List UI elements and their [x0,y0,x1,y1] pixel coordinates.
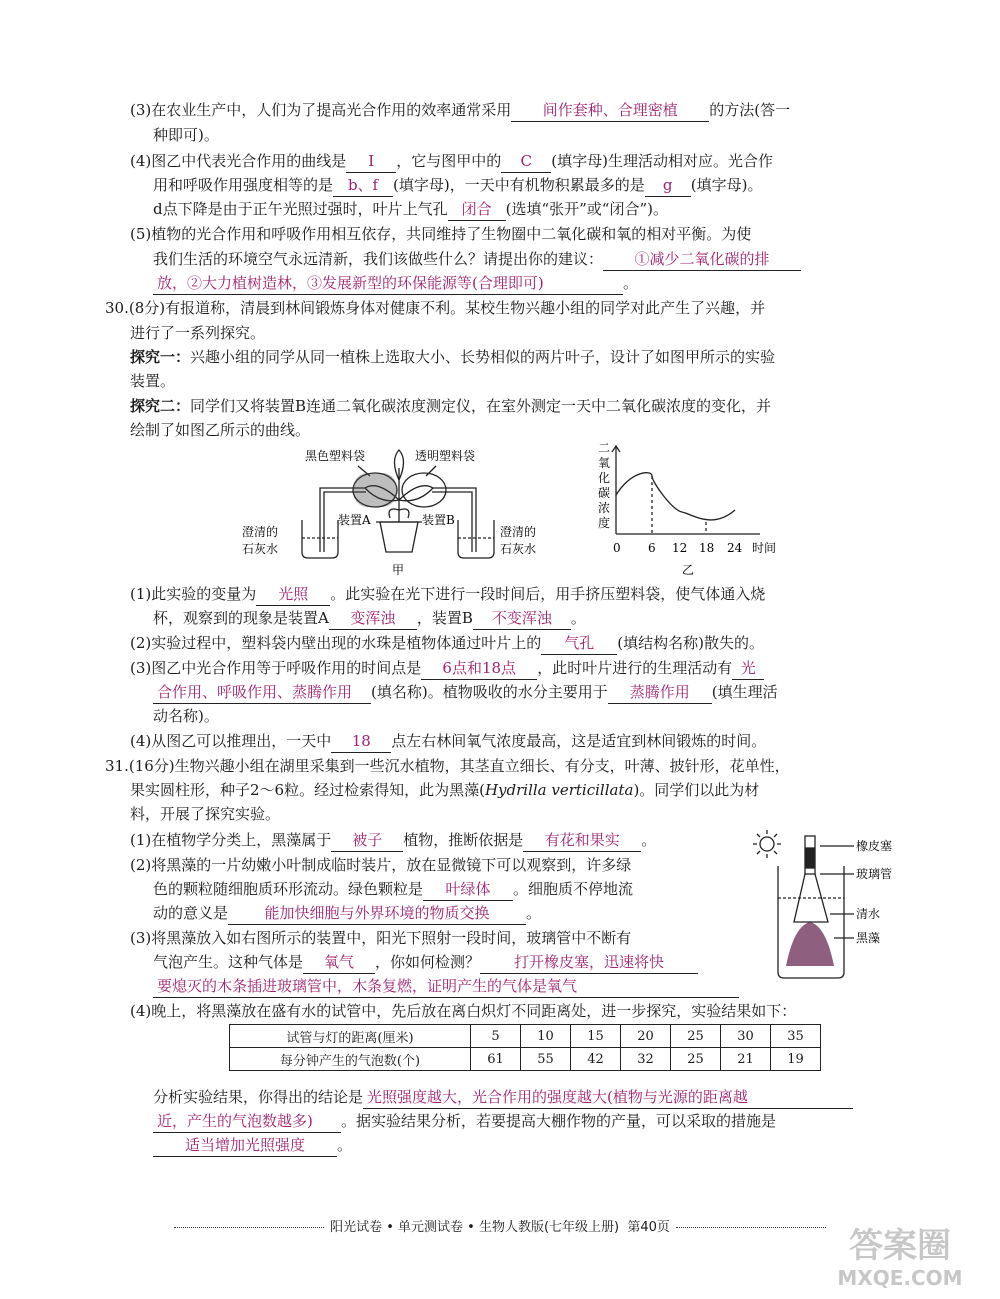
q30-1-line2: 杯，观察到的现象是装置A 变浑浊 ，装置B 不变浑浊 。 [153,607,586,630]
q30-explore1: 探究一：兴趣小组的同学从同一植株上选取大小、长势相似的两片叶子，设计了如图甲所示的实验 [130,348,776,366]
label-lime-right-1: 澄清的 [500,525,537,539]
answer: 蒸腾作用 [608,681,712,704]
q31-intro-line2: 果实圆柱形，种子2～6粒。经过检索得知，此为黑藻(Hydrilla verticillata)。同学们以此为材 [130,781,760,799]
q31-conclusion-line3: 适当增加光照强度 。 [153,1134,352,1157]
q30-explore2: 探究二：同学们又将装置B连通二氧化碳浓度测定仪，在室外测定一天中二氧化碳浓度的变化，并 [130,397,772,415]
label-lime-right-2: 石灰水 [500,542,537,556]
q30-2: (2)实验过程中，塑料袋内壁出现的水珠是植物体通过叶片上的 气孔 (填结构名称)散失的。 [130,632,764,655]
tick-24: 24 [727,541,743,555]
page-footer [105,1216,895,1235]
axis-y-label [598,441,610,530]
answer: 间作套种、合理密植 [511,99,709,122]
footer-title: 阳光试卷 • 单元测试卷 • 生物人教版(七年级上册) [330,1220,620,1235]
label-lime-left-1: 澄清的 [242,525,279,539]
answer: 不变浑浊 [473,607,571,630]
answer: g [645,174,691,197]
q31-4: (4)晚上，将黑藻放在盛有水的试管中，先后放在离白炽灯不同距离处，进一步探究，实验结果如下： [130,1002,797,1020]
label-device-b: 装置B [422,513,455,527]
sun-icon [753,830,781,858]
answer: 打开橡皮塞，迅速将快 [480,951,698,974]
answer: Ⅰ [346,150,396,173]
q30-1-line1: (1)此实验的变量为 光照 。此实验在光下进行一段时间后，用手挤压塑料袋，使气体通入烧 [130,583,765,606]
answer: 要熄灭的木条插进玻璃管中，木条复燃，证明产生的气体是氧气 [153,975,739,998]
q29-3-line1: (3)在农业生产中，人们为了提高光合作用的效率通常采用 间作套种、合理密植 的方法(答一 [130,99,790,122]
answer: 被子 [331,829,403,852]
answer: 近，产生的气泡数越多) [153,1110,341,1133]
q31-2-line3: 动的意义是 能加快细胞与外界环境的物质交换 。 [153,902,541,925]
answer: 能加快细胞与外界环境的物质交换 [228,902,526,925]
table-row: 每分钟产生的气泡数(个) 61 55 42 32 25 21 19 [230,1048,821,1071]
svg-text:氧: 氧 [598,456,611,470]
answer: 放，②大力植树造林，③发展新型的环保能源等(合理即可) [153,272,623,295]
q30-explore1-line2: 装置。 [130,372,176,390]
answer: 6点和18点 [421,657,537,680]
label-tube: 玻璃管 [856,867,893,881]
answer: b、f [333,174,393,197]
svg-text:度: 度 [598,516,611,530]
q29-4-line3: d点下降是由于正午光照过强时，叶片上气孔 闭合 (选填“张开”或“闭合”)。 [153,198,668,221]
answer: 合作用、呼吸作用、蒸腾作用 [153,681,371,704]
label-clear-bag: 透明塑料袋 [415,449,476,463]
q31-3-line1: (3)将黑藻放入如右图所示的装置中，阳光下照射一段时间，玻璃管中不断有 [130,929,632,947]
label-plant: 黑藻 [856,931,881,945]
answer: ①减少二氧化碳的排 [603,248,801,271]
label-water: 清水 [856,907,881,921]
q31-conclusion-line2: 近，产生的气泡数越多) 。据实验结果分析，若要提高大棚作物的产量，可以采取的措施是 [153,1110,776,1133]
q31-2-line2: 色的颗粒随细胞质环形流动。绿色颗粒是 叶绿体 。细胞质不停地流 [153,878,633,901]
q29-4-line2: 用和呼吸作用强度相等的是 b、f (填字母)，一天中有机物积累最多的是 g (填字母)。 [153,174,762,197]
q29-5-line3: 放，②大力植树造林，③发展新型的环保能源等(合理即可) 。 [153,272,638,295]
answer: 变浑浊 [329,607,417,630]
q31-3-line3 [153,975,739,998]
caption-yi: 乙 [682,563,695,577]
x-unit: 时间 [752,541,777,555]
q30-3-line2: 合作用、呼吸作用、蒸腾作用 (填名称)。植物吸收的水分主要用于 蒸腾作用 (填生理活 [153,681,778,704]
q30-4: (4)从图乙可以推理出，一天中 18 点左右林间氧气浓度最高，这是适宜到林间锻炼的时间。 [130,730,766,753]
answer: 适当增加光照强度 [153,1134,337,1157]
q29-4-line1: (4)图乙中代表光合作用的曲线是 Ⅰ ，它与图甲中的 C (填字母)生理活动相对应。光合作 [130,150,773,173]
answer: 气孔 [541,632,617,655]
label-black-bag: 黑色塑料袋 [305,449,366,463]
label-stopper: 橡皮塞 [856,839,893,853]
answer: 18 [331,730,391,753]
results-table [229,1024,821,1071]
answer: 光照 [256,583,330,606]
q31-conclusion-line1: 分析实验结果，你得出的结论是 光照强度越大，光合作用的强度越大(植物与光源的距离越 [153,1086,853,1109]
caption-jia: 甲 [392,563,405,577]
q30-3-line1: (3)图乙中光合作用等于呼吸作用的时间点是 6点和18点 ，此时叶片进行的生理活动有 光 [130,657,764,680]
svg-text:化: 化 [598,471,611,485]
q30-intro-line2: 进行了一系列探究。 [130,324,266,342]
q29-5-line2: 我们生活的环境空气永远清新，我们该做些什么？请提出你的建议： ①减少二氧化碳的排 [153,248,801,271]
label-device-a: 装置A [338,513,371,527]
label-lime-left-2: 石灰水 [242,542,279,556]
q31-2-line1: (2)将黑藻的一片幼嫩小叶制成临时装片，放在显微镜下可以观察到，许多绿 [130,856,632,874]
figure-co2-curve [592,440,792,580]
answer: 光 [732,657,764,680]
figure-hydrilla-apparatus [750,826,910,984]
page-number: 第40页 [627,1220,670,1235]
q31-3-line2: 气泡产生。这种气体是 氧气 ，你如何检测？ 打开橡皮塞，迅速将快 [153,951,698,974]
tick-18: 18 [699,541,715,555]
q31-intro-line3: 料，开展了探究实验。 [130,805,281,823]
q29-3-line2: 种即可)。 [153,126,219,144]
q31-1: (1)在植物学分类上，黑藻属于 被子 植物，推断依据是 有花和果实 。 [130,829,656,852]
tick-12: 12 [672,541,688,555]
q29-5-line1: (5)植物的光合作用和呼吸作用相互依存，共同维持了生物圈中二氧化碳和氧的相对平衡。为使 [130,225,752,243]
svg-text:二: 二 [598,441,611,455]
answer: 闭合 [448,198,506,221]
answer: C [501,150,551,173]
figure-apparatus [240,440,570,580]
tick-0: 0 [613,541,621,555]
q30-intro-line1: 30.(8分)有报道称，清晨到林间锻炼身体对健康不利。某校生物兴趣小组的同学对此产生了兴趣，并 [105,299,766,317]
watermark-logo: 答案圈 MXQE.COM [837,1226,963,1290]
svg-text:碳: 碳 [598,486,611,500]
q30-3-line3: 动名称)。 [153,707,219,725]
answer: 氧气 [303,951,375,974]
tick-6: 6 [648,541,656,555]
table-row: 试管与灯的距离(厘米) 5 10 15 20 25 30 35 [230,1025,821,1048]
q31-intro-line1: 31.(16分)生物兴趣小组在湖里采集到一些沉水植物，其茎直立细长、有分支，叶薄、披针形，花单性， [105,757,790,775]
answer: 叶绿体 [423,878,513,901]
answer: 有花和果实 [523,829,641,852]
svg-text:浓: 浓 [598,501,611,515]
q30-explore2-line2: 绘制了如图乙所示的曲线。 [130,421,311,439]
answer: 光照强度越大，光合作用的强度越大(植物与光源的距离越 [363,1086,853,1109]
